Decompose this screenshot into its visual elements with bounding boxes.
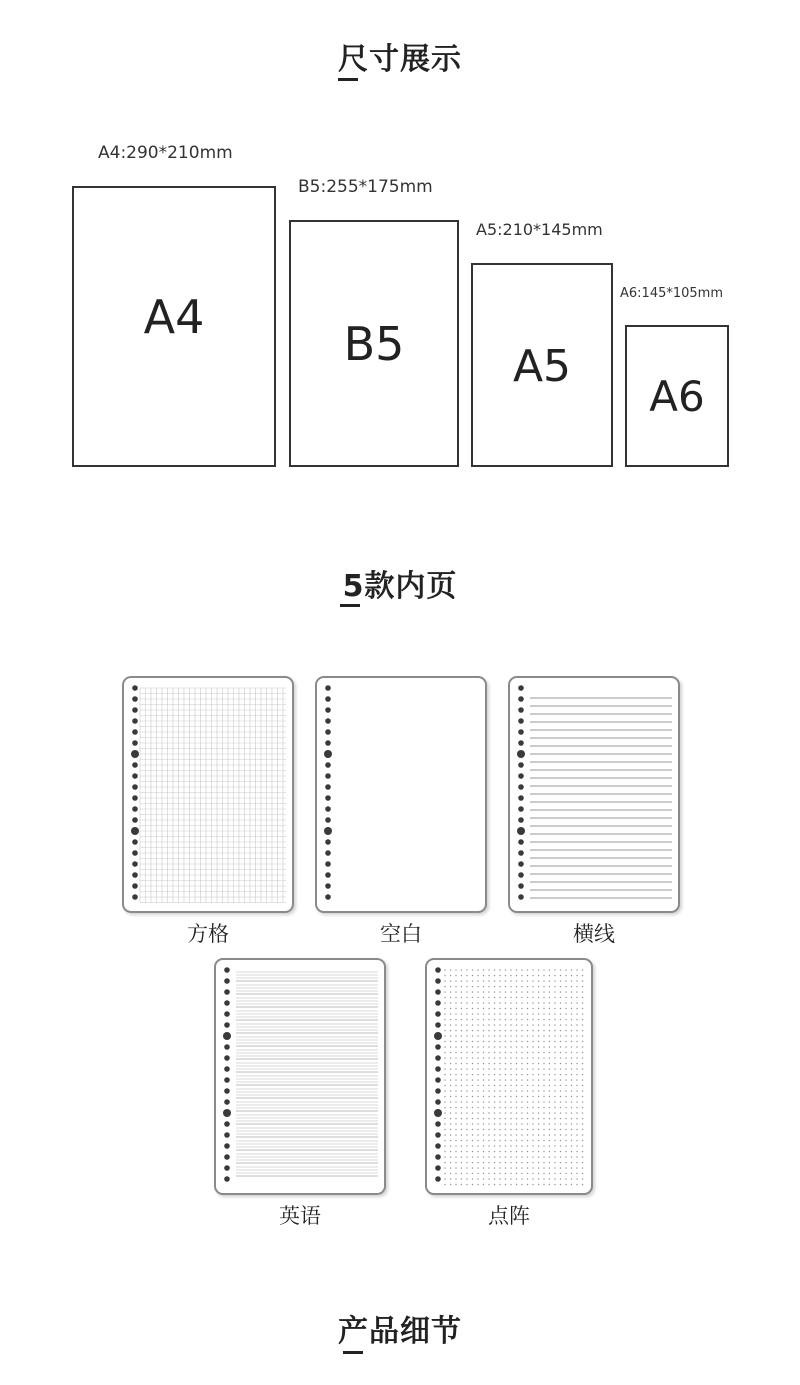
page-english <box>214 958 386 1195</box>
size-label-b5: B5:255*175mm <box>298 177 433 197</box>
pages-section-title: 5款内页 <box>342 569 458 604</box>
size-label-a4: A4:290*210mm <box>98 143 233 163</box>
size-name-a6: A6 <box>649 371 705 421</box>
size-label-a6: A6:145*105mm <box>620 286 723 301</box>
page-dot <box>425 958 593 1195</box>
page-grid <box>122 676 294 913</box>
page-lined <box>508 676 680 913</box>
page-label-english: 英语 <box>279 1204 321 1228</box>
page-label-lined: 横线 <box>573 922 615 946</box>
page-lined-pattern <box>510 678 680 913</box>
pages-title-underline <box>340 604 360 607</box>
size-box-a4 <box>72 186 276 467</box>
page-dot-pattern <box>427 960 593 1195</box>
page-blank <box>315 676 487 913</box>
details-section-title: 产品细节 <box>338 1314 462 1349</box>
size-section-title: 尺寸展示 <box>338 42 462 77</box>
size-box-b5 <box>289 220 459 467</box>
size-box-a6 <box>625 325 729 467</box>
size-name-b5: B5 <box>343 316 405 371</box>
page-label-blank: 空白 <box>380 922 422 946</box>
page-blank-pattern <box>317 678 487 913</box>
details-title-underline <box>343 1351 363 1354</box>
size-box-a5 <box>471 263 613 467</box>
page-label-grid: 方格 <box>187 922 229 946</box>
size-name-a4: A4 <box>143 289 205 344</box>
size-name-a5: A5 <box>512 340 572 392</box>
page-label-dot: 点阵 <box>488 1204 530 1228</box>
page-grid-pattern <box>124 678 294 913</box>
page-english-pattern <box>216 960 386 1195</box>
size-label-a5: A5:210*145mm <box>476 220 603 239</box>
size-title-underline <box>338 78 358 81</box>
